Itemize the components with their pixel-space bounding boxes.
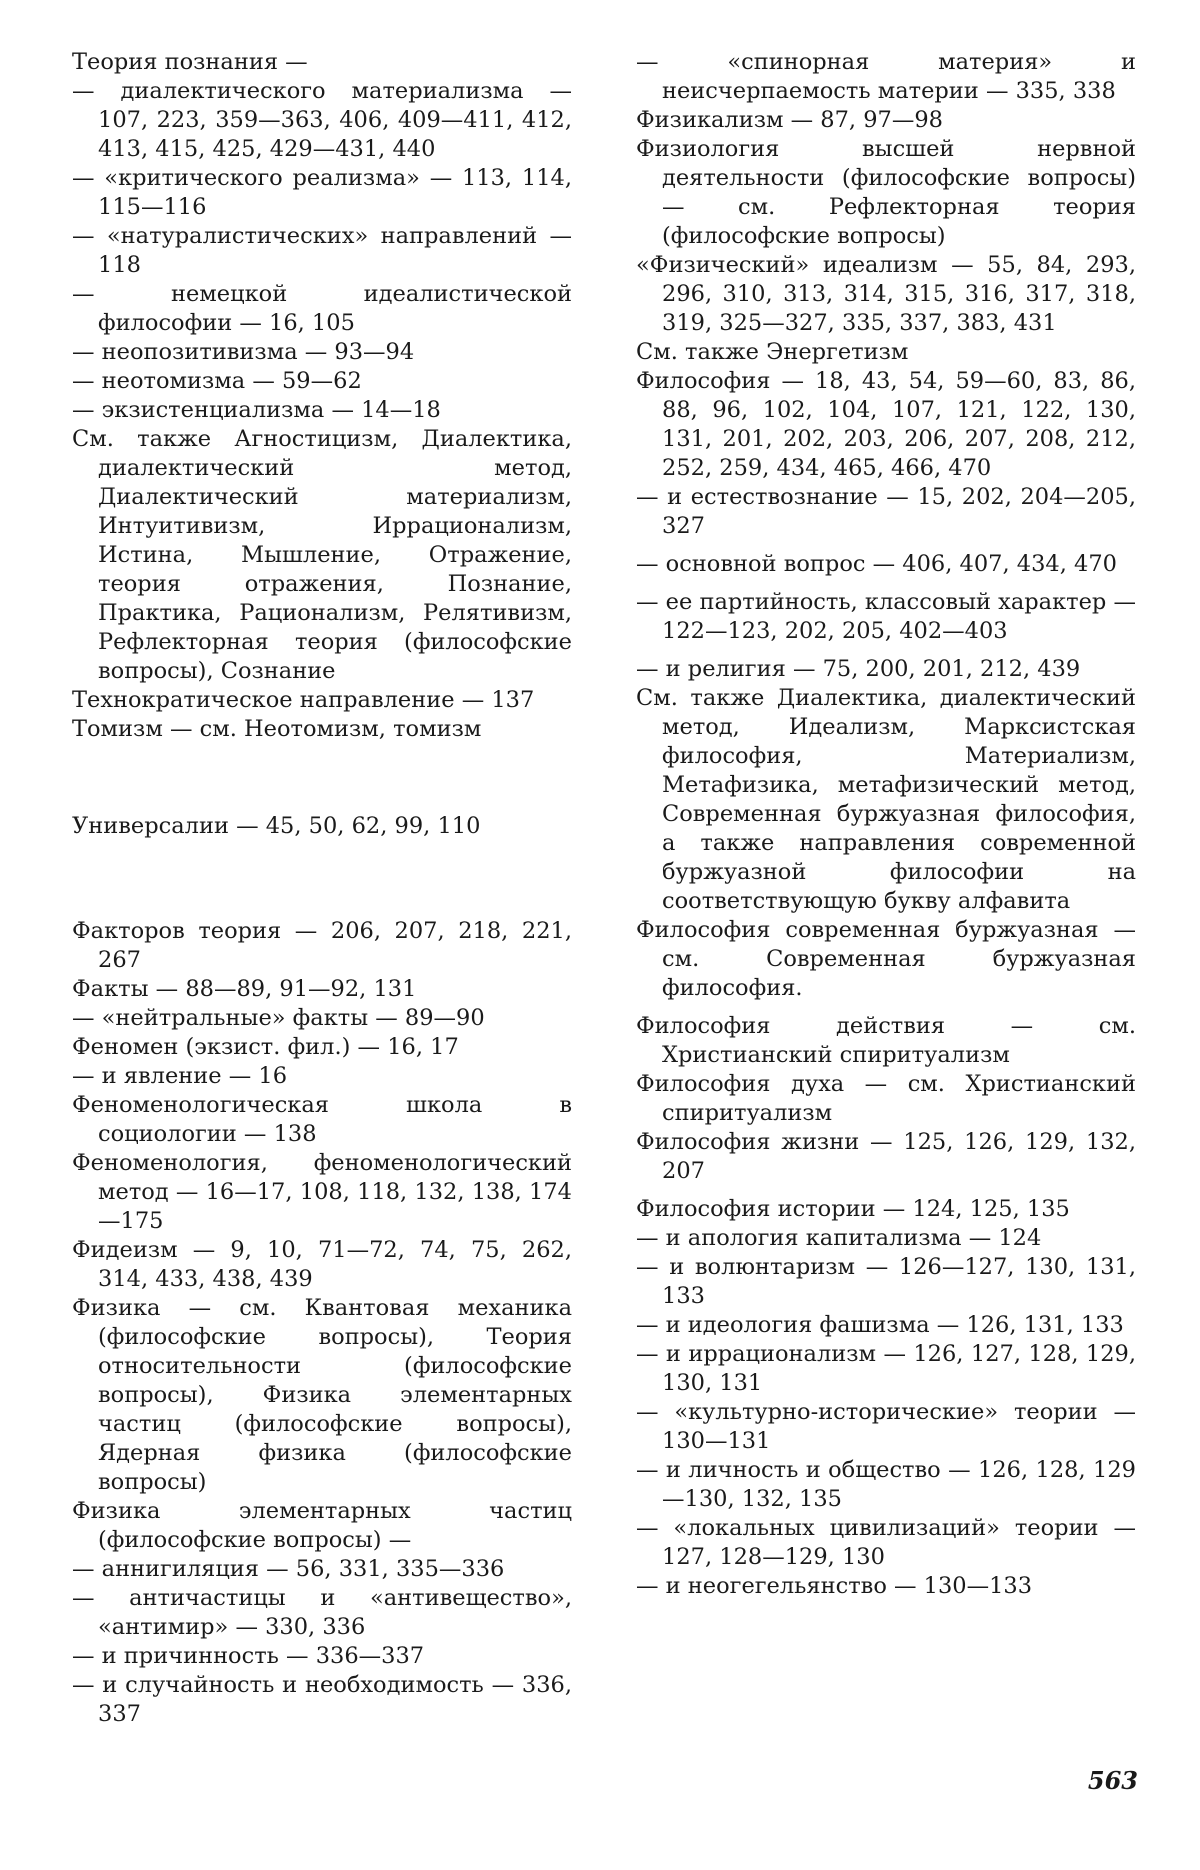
index-entry: Факты — 88—89, 91—92, 131 xyxy=(72,976,417,1002)
index-entry: — и неогегельянство — 130—133 xyxy=(636,1573,1033,1599)
index-entry: — «нейтральные» факты — 89—90 xyxy=(72,1005,485,1031)
index-entry: Философия истории — 124, 125, 135 xyxy=(636,1196,1070,1222)
index-entry: Факторов теория — 206, 207, 218, 221, 267 xyxy=(72,918,572,973)
index-entry: — экзистенциализма — 14—18 xyxy=(72,397,441,423)
index-entry: См. также Агностицизм, Диалектика, диалектический метод, Диалектический материализм, Интуитивизм, Иррационализм, Истина, Мышление, Отражение, теория отражения, Познание, Практика, Рационализм, Релятивизм, Рефлекторная теория (философские вопросы), Сознание xyxy=(72,426,572,684)
index-entry: См. также Диалектика, диалектический метод, Идеализм, Марксистская философия, Материализм, Метафизика, метафизический метод, Современная буржуазная философия, а также направления современной буржуазной философии на соответствующую букву алфавита xyxy=(636,685,1136,914)
index-entry: — и случайность и необходимость — 336, 337 xyxy=(72,1672,572,1727)
index-entry: Феноменологическая школа в социологии — 138 xyxy=(72,1092,572,1147)
index-entry: Универсалии — 45, 50, 62, 99, 110 xyxy=(72,813,481,839)
index-entry: Физика элементарных частиц (философские вопросы) — xyxy=(72,1498,572,1553)
index-entry: Томизм — см. Неотомизм, томизм xyxy=(72,716,482,742)
index-entry: — и идеология фашизма — 126, 131, 133 xyxy=(636,1312,1124,1338)
index-entry: Философия действия — см. Христианский спиритуализм xyxy=(636,1013,1136,1068)
index-entry: Физикализм — 87, 97—98 xyxy=(636,107,943,133)
index-entry: Физика — см. Квантовая механика (философские вопросы), Теория относительности (философские вопросы), Физика элементарных частиц (философские вопросы), Ядерная физика (философские вопросы) xyxy=(72,1295,572,1495)
index-entry: — аннигиляция — 56, 331, 335—336 xyxy=(72,1556,505,1582)
index-entry: — ее партийность, классовый характер — 122—123, 202, 205, 402—403 xyxy=(636,589,1136,644)
index-entry: — «локальных цивилизаций» теории — 127, 128—129, 130 xyxy=(636,1515,1136,1570)
index-entry: — «критического реализма» — 113, 114, 115—116 xyxy=(72,165,572,220)
index-entry: — неотомизма — 59—62 xyxy=(72,368,362,394)
index-entry: Феномен (экзист. фил.) — 16, 17 xyxy=(72,1034,459,1060)
index-entry: Технократическое направление — 137 xyxy=(72,687,535,713)
index-entry: Феноменология, феноменологический метод — 16—17, 108, 118, 132, 138, 174—175 xyxy=(72,1150,572,1234)
index-entry: — «натуралистических» направлений — 118 xyxy=(72,223,572,278)
index-entry: — и религия — 75, 200, 201, 212, 439 xyxy=(636,656,1081,682)
index-entry: — и волюнтаризм — 126—127, 130, 131, 133 xyxy=(636,1254,1136,1309)
index-entry: Философия — 18, 43, 54, 59—60, 83, 86, 88, 96, 102, 104, 107, 121, 122, 130, 131, 201, 202, 203, 206, 207, 208, 212, 252, 259, 434, 465, 466, 470 xyxy=(636,368,1136,481)
index-entry: — диалектического материализма — 107, 223, 359—363, 406, 409—411, 412, 413, 415, 425, 429—431, 440 xyxy=(72,78,572,162)
index-entry: Философия духа — см. Христианский спиритуализм xyxy=(636,1071,1136,1126)
index-entry: — и естествознание — 15, 202, 204—205, 327 xyxy=(636,484,1136,539)
index-entry: Теория познания — xyxy=(72,49,308,75)
index-entry: Философия жизни — 125, 126, 129, 132, 207 xyxy=(636,1129,1136,1184)
index-entry: «Физический» идеализм — 55, 84, 293, 296, 310, 313, 314, 315, 316, 317, 318, 319, 325—327, 335, 337, 383, 431 xyxy=(636,252,1136,336)
index-entry: — и апология капитализма — 124 xyxy=(636,1225,1042,1251)
index-entry: — античастицы и «антивещество», «антимир» — 330, 336 xyxy=(72,1585,572,1640)
page-number: 563 xyxy=(1087,1766,1138,1795)
index-entry: См. также Энергетизм xyxy=(636,339,909,365)
index-column-right xyxy=(636,48,1136,1601)
index-entry: — и явление — 16 xyxy=(72,1063,288,1089)
index-entry: Физиология высшей нервной деятельности (философские вопросы) — см. Рефлекторная теория (философские вопросы) xyxy=(636,136,1136,249)
index-entry: — неопозитивизма — 93—94 xyxy=(72,339,415,365)
index-column-left xyxy=(72,48,572,1729)
index-entry: — и причинность — 336—337 xyxy=(72,1643,425,1669)
index-entry: — «культурно-исторические» теории — 130—131 xyxy=(636,1399,1136,1454)
index-entry: Философия современная буржуазная — см. Современная буржуазная философия. xyxy=(636,917,1136,1001)
index-entry: — «спинорная материя» и неисчерпаемость материи — 335, 338 xyxy=(636,49,1136,104)
index-entry: — немецкой идеалистической философии — 16, 105 xyxy=(72,281,572,336)
index-entry: Фидеизм — 9, 10, 71—72, 74, 75, 262, 314, 433, 438, 439 xyxy=(72,1237,572,1292)
index-entry: — и личность и общество — 126, 128, 129—130, 132, 135 xyxy=(636,1457,1136,1512)
index-entry: — и иррационализм — 126, 127, 128, 129, 130, 131 xyxy=(636,1341,1136,1396)
index-entry: — основной вопрос — 406, 407, 434, 470 xyxy=(636,551,1117,577)
